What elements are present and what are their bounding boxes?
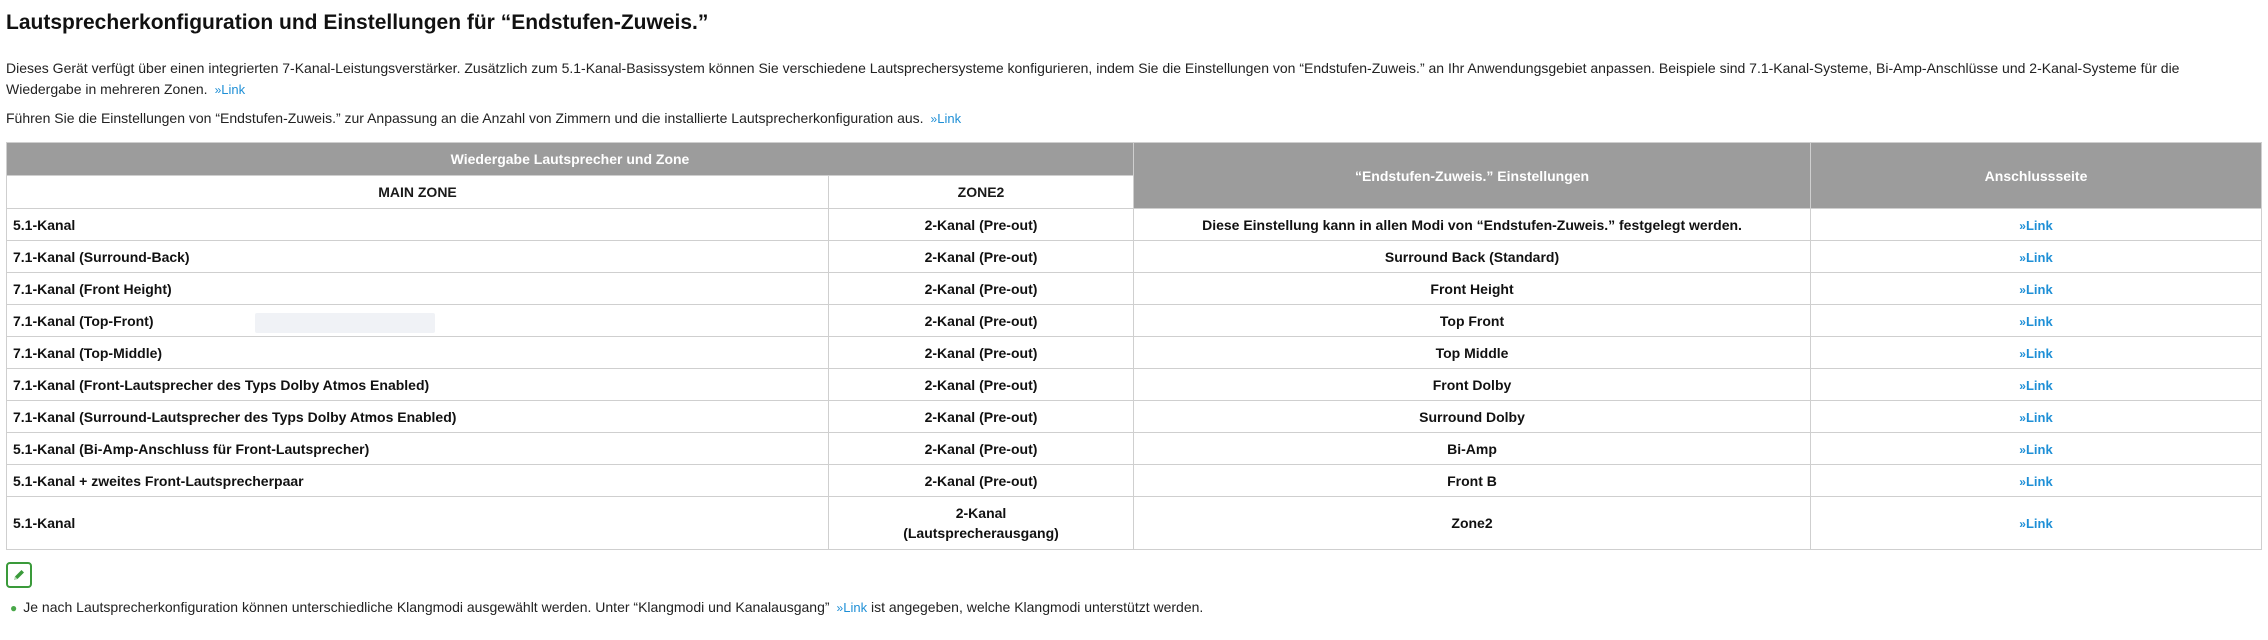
intro-paragraph — [6, 58, 2236, 101]
row-link-label: Link — [2025, 441, 2053, 457]
setting-cell: Front Dolby — [1134, 369, 1811, 401]
main-zone-cell: 5.1-Kanal — [7, 209, 829, 241]
chevron-right-icon: » — [2019, 250, 2025, 265]
instruction-link[interactable] — [931, 111, 962, 126]
row-link-label: Link — [2025, 217, 2053, 233]
instruction-link-label: Link — [937, 111, 962, 126]
row-link-label: Link — [2025, 345, 2053, 361]
main-zone-cell: 7.1-Kanal (Top-Front) — [7, 305, 829, 337]
row-link[interactable] — [2019, 346, 2052, 361]
link-cell — [1811, 401, 2262, 433]
speaker-config-table — [6, 142, 2262, 550]
row-link[interactable] — [2019, 474, 2052, 489]
chevron-right-icon: » — [2019, 218, 2025, 233]
header-connection-page: Anschlussseite — [1811, 143, 2262, 209]
row-link[interactable] — [2019, 314, 2052, 329]
chevron-right-icon: » — [2019, 410, 2025, 425]
row-link-label: Link — [2025, 313, 2053, 329]
row-link[interactable] — [2019, 218, 2052, 233]
zone2-cell: 2-Kanal (Pre-out) — [829, 273, 1134, 305]
chevron-right-icon: » — [2019, 282, 2025, 297]
zone2-cell: 2-Kanal (Pre-out) — [829, 369, 1134, 401]
link-cell — [1811, 241, 2262, 273]
instruction-paragraph — [6, 108, 2262, 130]
note-link-label: Link — [843, 600, 868, 615]
chevron-right-icon: » — [2019, 474, 2025, 489]
setting-cell: Diese Einstellung kann in allen Modi von “Endstufen-Zuweis.” festgelegt werden. — [1134, 209, 1811, 241]
zone2-cell: 2-Kanal (Pre-out) — [829, 465, 1134, 497]
table-row — [7, 273, 2262, 305]
page-title: Lautsprecherkonfiguration und Einstellungen für “Endstufen-Zuweis.” — [6, 11, 709, 34]
setting-cell: Top Middle — [1134, 337, 1811, 369]
table-row — [7, 497, 2262, 550]
link-cell — [1811, 369, 2262, 401]
row-link-label: Link — [2025, 377, 2053, 393]
link-cell — [1811, 273, 2262, 305]
intro-text: Dieses Gerät verfügt über einen integrierten 7-Kanal-Leistungsverstärker. Zusätzlich zum 5.1-Kanal-Basissystem können Sie verschiedene Lautsprechersysteme konfigurieren, indem Sie die Einstellungen von “Endstufen-Zuweis.” an Ihr Anwendungsgebiet anpassen. Beispiele sind 7.1-Kanal-Systeme, Bi-Amp-Anschlüsse und 2-Kanal-Systeme für die Wiedergabe in mehreren Zonen. — [6, 60, 2180, 97]
link-cell — [1811, 433, 2262, 465]
note-text-before: Je nach Lautsprecherkonfiguration können unterschiedliche Klangmodi ausgewählt werden. Unter “Klangmodi und Kanalausgang” — [23, 599, 830, 615]
bullet-icon: ● — [10, 601, 18, 615]
setting-cell: Surround Dolby — [1134, 401, 1811, 433]
note-link[interactable] — [837, 600, 868, 615]
chevron-right-icon: » — [214, 83, 221, 97]
chevron-right-icon: » — [2019, 378, 2025, 393]
table-row — [7, 337, 2262, 369]
table-row — [7, 209, 2262, 241]
zone2-cell: 2-Kanal (Pre-out) — [829, 337, 1134, 369]
link-cell — [1811, 337, 2262, 369]
pencil-icon — [6, 562, 32, 588]
zone2-cell — [829, 497, 1134, 550]
main-zone-cell: 7.1-Kanal (Front Height) — [7, 273, 829, 305]
header-amp-assign-settings: “Endstufen-Zuweis.” Einstellungen — [1134, 143, 1811, 209]
link-cell — [1811, 305, 2262, 337]
zone2-line2: (Lautsprecherausgang) — [903, 525, 1059, 541]
main-zone-cell: 5.1-Kanal (Bi-Amp-Anschluss für Front-Lautsprecher) — [7, 433, 829, 465]
chevron-right-icon: » — [836, 601, 843, 615]
link-cell — [1811, 465, 2262, 497]
chevron-right-icon: » — [2019, 516, 2025, 531]
link-cell — [1811, 497, 2262, 550]
chevron-right-icon: » — [2019, 442, 2025, 457]
chevron-right-icon: » — [2019, 314, 2025, 329]
table-row — [7, 401, 2262, 433]
chevron-right-icon: » — [2019, 346, 2025, 361]
header-main-zone: MAIN ZONE — [7, 176, 829, 209]
row-link[interactable] — [2019, 410, 2052, 425]
header-playback-zone: Wiedergabe Lautsprecher und Zone — [7, 143, 1134, 176]
note-text — [6, 597, 2262, 618]
row-link[interactable] — [2019, 516, 2052, 531]
row-link[interactable] — [2019, 282, 2052, 297]
instruction-text: Führen Sie die Einstellungen von “Endstufen-Zuweis.” zur Anpassung an die Anzahl von Zimmern und die installierte Lautsprecherkonfiguration aus. — [6, 110, 924, 126]
setting-cell: Front B — [1134, 465, 1811, 497]
setting-cell: Bi-Amp — [1134, 433, 1811, 465]
intro-link[interactable] — [215, 82, 246, 97]
table-row — [7, 369, 2262, 401]
setting-cell: Front Height — [1134, 273, 1811, 305]
row-link-label: Link — [2025, 249, 2053, 265]
zone2-cell: 2-Kanal (Pre-out) — [829, 241, 1134, 273]
note-text-after: ist angegeben, welche Klangmodi unterstützt werden. — [870, 599, 1204, 615]
intro-link-label: Link — [221, 82, 246, 97]
row-link[interactable] — [2019, 442, 2052, 457]
zone2-cell: 2-Kanal (Pre-out) — [829, 433, 1134, 465]
main-zone-cell: 7.1-Kanal (Surround-Lautsprecher des Typs Dolby Atmos Enabled) — [7, 401, 829, 433]
row-link[interactable] — [2019, 378, 2052, 393]
main-zone-cell: 7.1-Kanal (Top-Middle) — [7, 337, 829, 369]
setting-cell: Zone2 — [1134, 497, 1811, 550]
setting-cell: Top Front — [1134, 305, 1811, 337]
setting-cell: Surround Back (Standard) — [1134, 241, 1811, 273]
row-link[interactable] — [2019, 250, 2052, 265]
zone2-cell: 2-Kanal (Pre-out) — [829, 209, 1134, 241]
main-zone-cell: 7.1-Kanal (Surround-Back) — [7, 241, 829, 273]
chevron-right-icon: » — [930, 112, 937, 126]
main-zone-cell: 7.1-Kanal (Front-Lautsprecher des Typs Dolby Atmos Enabled) — [7, 369, 829, 401]
row-link-label: Link — [2025, 515, 2053, 531]
row-link-label: Link — [2025, 409, 2053, 425]
zone2-cell: 2-Kanal (Pre-out) — [829, 305, 1134, 337]
faded-tooltip — [255, 313, 435, 333]
link-cell — [1811, 209, 2262, 241]
row-link-label: Link — [2025, 281, 2053, 297]
main-zone-cell: 5.1-Kanal — [7, 497, 829, 550]
row-link-label: Link — [2025, 473, 2053, 489]
table-row — [7, 241, 2262, 273]
table-row — [7, 433, 2262, 465]
zone2-cell: 2-Kanal (Pre-out) — [829, 401, 1134, 433]
zone2-line1: 2-Kanal — [955, 505, 1007, 521]
header-zone2: ZONE2 — [829, 176, 1134, 209]
table-row — [7, 465, 2262, 497]
main-zone-cell: 5.1-Kanal + zweites Front-Lautsprecherpaar — [7, 465, 829, 497]
